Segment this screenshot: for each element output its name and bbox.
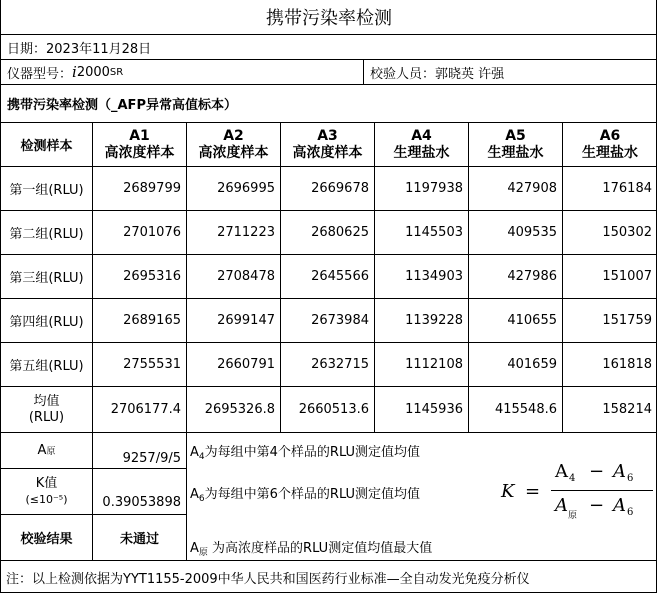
- table-cell: 150302: [562, 210, 657, 254]
- mean-cell: 158214: [562, 386, 657, 432]
- note-a6-sub: 6: [198, 494, 205, 504]
- column-id: A6: [599, 127, 621, 144]
- formula-den-b: A: [613, 495, 626, 516]
- table-cell: 2755531: [92, 342, 186, 386]
- footer-note: 注：以上检测依据为YYT1155-2009中华人民共和国医药行业标准—全自动发光免疫分析仪: [0, 560, 657, 593]
- table-cell: 401659: [468, 342, 562, 386]
- instrument-num: 2000: [76, 64, 110, 80]
- formula-denominator: [553, 495, 653, 525]
- column-id: A5: [505, 127, 526, 144]
- column-header-a4: [374, 122, 468, 166]
- row-label: 第三组(RLU): [0, 254, 92, 298]
- result-label: 校验结果: [0, 514, 92, 560]
- table-cell: 2669678: [280, 166, 374, 210]
- row-label: 第一组(RLU): [0, 166, 92, 210]
- mean-cell: 2706177.4: [92, 386, 186, 432]
- table-cell: 1112108: [374, 342, 468, 386]
- instrument-prefix: 仪器型号：: [7, 66, 73, 82]
- row-label: 第五组(RLU): [0, 342, 92, 386]
- table-cell: 1134903: [374, 254, 468, 298]
- mean-label-1: 均值: [33, 393, 60, 409]
- formula-num-b: A: [613, 461, 626, 482]
- table-cell: 427908: [468, 166, 562, 210]
- table-cell: 151759: [562, 298, 657, 342]
- column-id: A1: [129, 127, 150, 144]
- formula-den-b-sub: 6: [627, 507, 634, 518]
- mean-cell: 2660513.6: [280, 386, 374, 432]
- staff-line: 校验人员：郭晓英 许强: [363, 59, 657, 84]
- table-cell: 2699147: [186, 298, 280, 342]
- note-a4-text: 为每组中第4个样品的RLU测定值均值: [204, 445, 421, 460]
- table-cell: 2673984: [280, 298, 374, 342]
- note-aorig-text: 为高浓度样品的RLU测定值均值最大值: [207, 541, 433, 556]
- table-cell: 1139228: [374, 298, 468, 342]
- instrument-model: [0, 59, 363, 84]
- formula-num-a-sub: 4: [569, 473, 576, 484]
- instrument-sr: SR: [109, 66, 124, 78]
- k-value-number: 0.39053898: [92, 468, 186, 514]
- column-desc: 高浓度样本: [198, 144, 269, 161]
- header-row-label: 检测样本: [0, 122, 92, 166]
- column-header-a1: [92, 122, 186, 166]
- note-a4-sub: 4: [198, 452, 205, 462]
- column-desc: 高浓度样本: [292, 144, 363, 161]
- column-id: A2: [223, 127, 244, 144]
- mean-row-label: [0, 386, 92, 432]
- mean-cell: 2695326.8: [186, 386, 280, 432]
- table-cell: 151007: [562, 254, 657, 298]
- formula-num-b-sub: 6: [627, 473, 634, 484]
- report-title: 携带污染率检测: [0, 0, 657, 34]
- row-label: 第四组(RLU): [0, 298, 92, 342]
- a-orig-a: A: [37, 443, 47, 458]
- table-cell: 1197938: [374, 166, 468, 210]
- note-a4: [190, 441, 420, 462]
- table-cell: 2645566: [280, 254, 374, 298]
- table-cell: 2696995: [186, 166, 280, 210]
- table-cell: 2689165: [92, 298, 186, 342]
- section-title: 携带污染率检测（_AFP异常高值标本）: [0, 84, 657, 122]
- result-value: 未通过: [92, 514, 186, 560]
- note-aorig-sub: 原: [198, 548, 208, 558]
- formula-den-minus: −: [589, 495, 605, 516]
- table-cell: 161818: [562, 342, 657, 386]
- column-header-a2: [186, 122, 280, 166]
- table-cell: 427986: [468, 254, 562, 298]
- mean-label-2: (RLU): [28, 409, 65, 425]
- formula-num-minus: −: [589, 461, 605, 482]
- row-label: 第二组(RLU): [0, 210, 92, 254]
- a-orig-label: [0, 432, 92, 468]
- column-id: A3: [317, 127, 338, 144]
- formula-eq: =: [525, 481, 541, 502]
- a-orig-value: 9257/9/5: [92, 432, 186, 468]
- note-a6-text: 为每组中第6个样品的RLU测定值均值: [204, 487, 421, 502]
- note-a6: [190, 483, 420, 504]
- table-cell: 2708478: [186, 254, 280, 298]
- table-cell: 2632715: [280, 342, 374, 386]
- k-value-label: [0, 468, 92, 514]
- note-aorig-a: A: [190, 541, 199, 556]
- a-orig-sub: 原: [46, 447, 56, 457]
- table-cell: 2660791: [186, 342, 280, 386]
- column-header-a5: [468, 122, 562, 166]
- table-cell: 176184: [562, 166, 657, 210]
- formula-k: K: [501, 481, 515, 502]
- notes-area: [186, 432, 657, 560]
- table-cell: 2680625: [280, 210, 374, 254]
- column-desc: 生理盐水: [582, 144, 638, 161]
- note-a6-a: A: [190, 487, 199, 502]
- note-aorig: [190, 537, 432, 558]
- table-cell: 1145503: [374, 210, 468, 254]
- mean-cell: 415548.6: [468, 386, 562, 432]
- column-header-a6: [562, 122, 657, 166]
- column-desc: 高浓度样本: [104, 144, 175, 161]
- k-label-2: (≤10⁻⁵): [25, 492, 68, 506]
- table-cell: 409535: [468, 210, 562, 254]
- formula-fraction-line: [551, 490, 653, 491]
- k-formula: [501, 461, 653, 527]
- table-cell: 2689799: [92, 166, 186, 210]
- formula-den-a: A: [555, 495, 568, 516]
- date-line: 日期：2023年11月28日: [0, 34, 657, 59]
- formula-num-a: A: [555, 461, 568, 482]
- column-desc: 生理盐水: [393, 144, 450, 161]
- column-header-a3: [280, 122, 374, 166]
- table-cell: 2711223: [186, 210, 280, 254]
- k-label-1: K值: [35, 475, 58, 491]
- formula-numerator: [553, 461, 653, 487]
- column-id: A4: [411, 127, 432, 144]
- table-cell: 410655: [468, 298, 562, 342]
- instrument-i: i: [72, 63, 77, 81]
- table-cell: 2701076: [92, 210, 186, 254]
- column-desc: 生理盐水: [487, 144, 544, 161]
- mean-cell: 1145936: [374, 386, 468, 432]
- table-cell: 2695316: [92, 254, 186, 298]
- note-a4-a: A: [190, 445, 199, 460]
- formula-den-a-sub: 原: [568, 511, 578, 521]
